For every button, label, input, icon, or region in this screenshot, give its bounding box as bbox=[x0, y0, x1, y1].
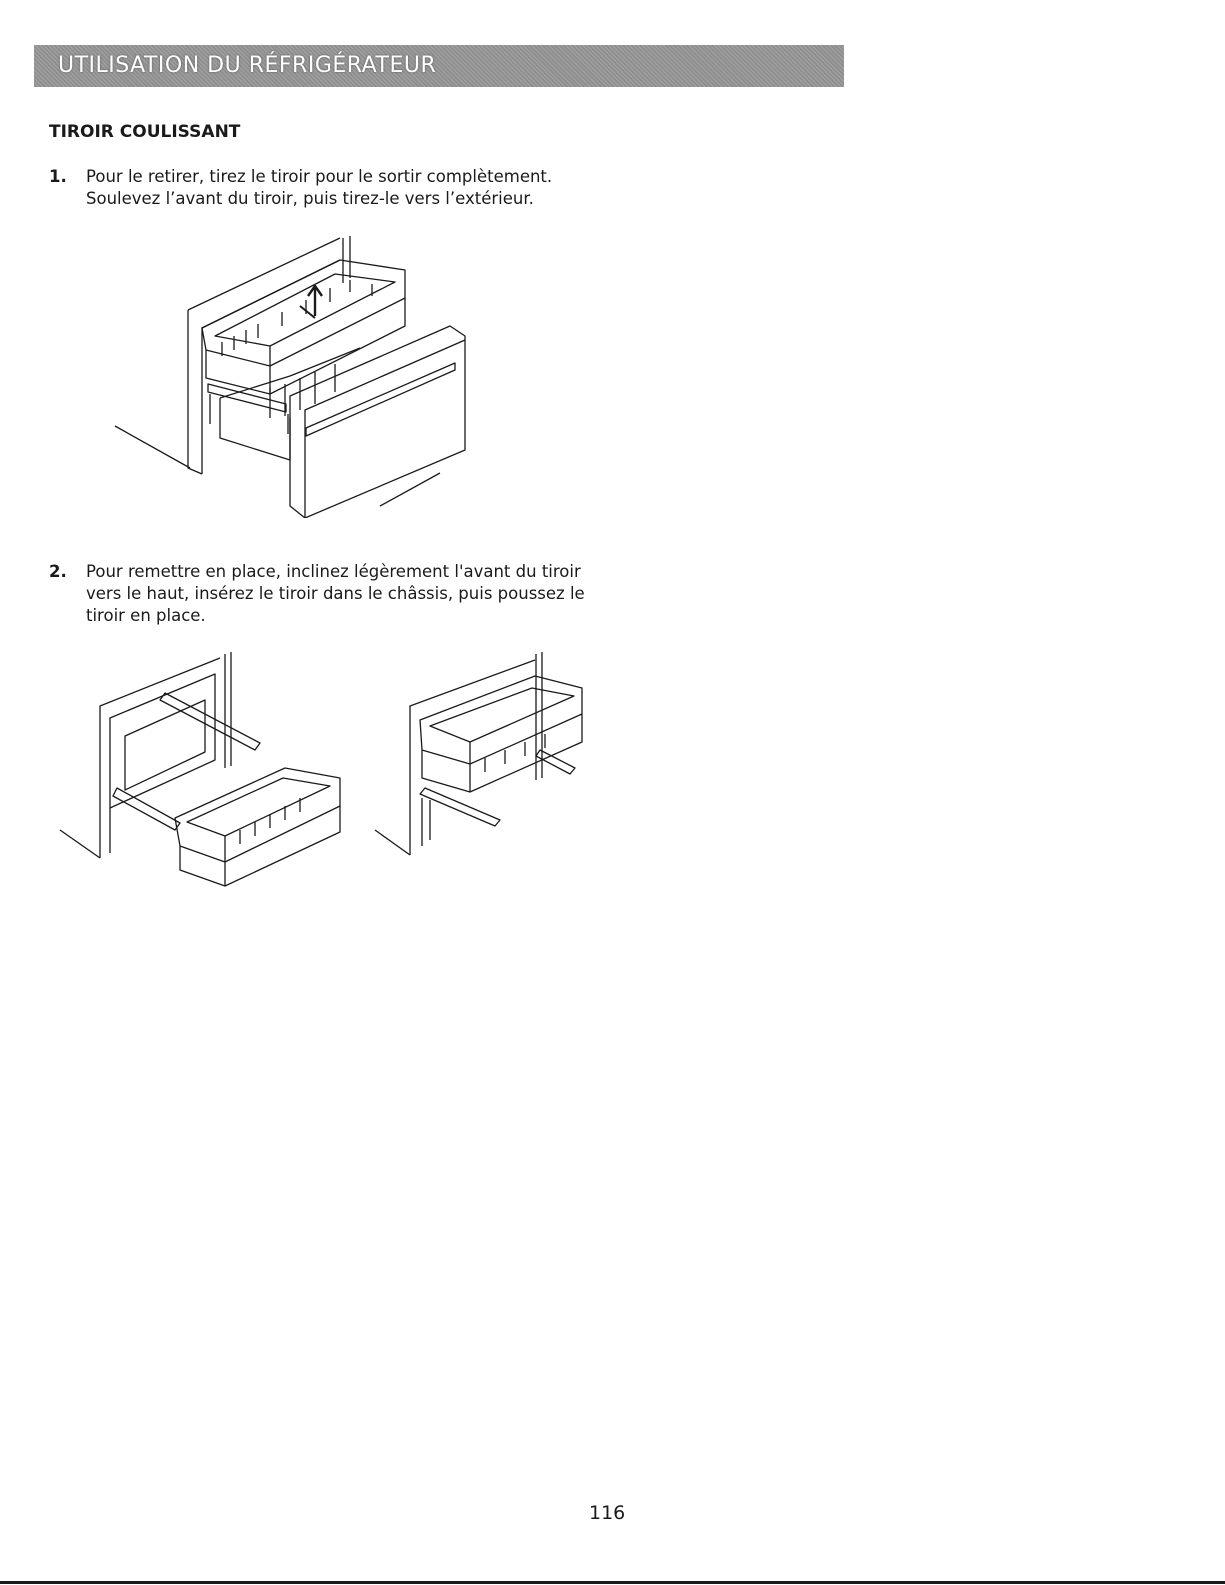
section-title: TIROIR COULISSANT bbox=[49, 122, 241, 142]
banner-title: UTILISATION DU RÉFRIGÉRATEUR bbox=[58, 53, 437, 78]
step-1-number: 1. bbox=[49, 167, 67, 186]
page-number: 116 bbox=[589, 1502, 626, 1524]
drawer-seated-illustration bbox=[370, 650, 595, 875]
step-1 bbox=[49, 166, 609, 210]
step-2 bbox=[49, 561, 609, 627]
step-2-number: 2. bbox=[49, 562, 67, 581]
step-2-text: Pour remettre en place, inclinez légèrement l'avant du tiroir vers le haut, insérez le tiroir dans le châssis, puis poussez le tiroir en place. bbox=[86, 562, 585, 625]
drawer-removal-illustration bbox=[110, 228, 480, 518]
section-banner bbox=[34, 45, 844, 87]
bottom-rule bbox=[0, 1581, 1225, 1584]
drawer-insert-tilted-illustration bbox=[55, 648, 360, 888]
step-1-text: Pour le retirer, tirez le tiroir pour le sortir complètement. Soulevez l’avant du tiroir, puis tirez-le vers l’extérieur. bbox=[86, 167, 553, 208]
